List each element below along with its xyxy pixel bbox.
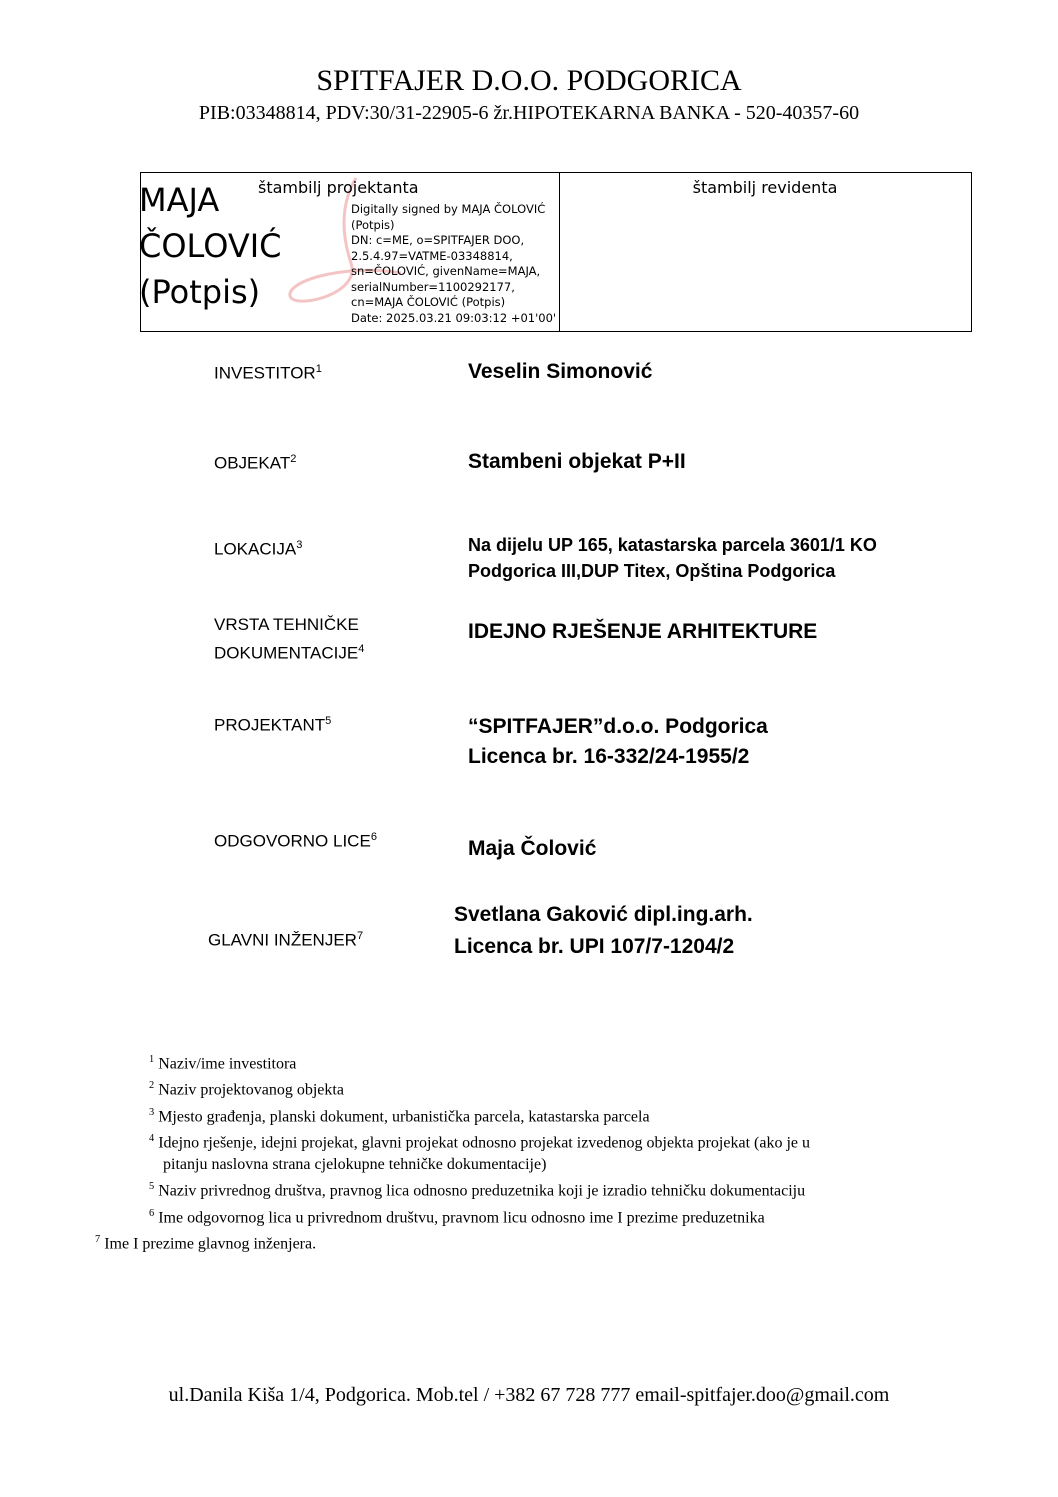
footnote: $^3$ Mjesto građenja, planski dokument, urbanistička parcela, katastarska parcela xyxy=(149,1106,650,1125)
designer-stamp-label: štambilj projektanta xyxy=(258,178,419,197)
field-label-objekat: OBJEKAT$^2$ xyxy=(214,453,297,473)
field-value-projektant: “SPITFAJER”d.o.o. Podgorica Licenca br. 16-332/24-1955/2 xyxy=(468,715,768,768)
field-label-projektant: PROJEKTANT$^5$ xyxy=(214,715,332,735)
reviewer-stamp-label: štambilj revidenta xyxy=(692,178,838,197)
footnote: $^4$ Idejno rješenje, idejni projekat, glavni projekat odnosno projekat izvedenog objekta projekat (ako je u xyxy=(149,1132,810,1152)
field-value-objekat: Stambeni objekat P+II xyxy=(468,450,686,473)
field-label-investitor: INVESTITOR$^1$ xyxy=(214,363,322,383)
footnotes xyxy=(95,1049,810,1255)
field-label-lokacija: LOKACIJA$^3$ xyxy=(214,539,303,559)
footnote: $^2$ Naziv projektovanog objekta xyxy=(149,1080,344,1099)
footnote: $^1$ Naziv/ime investitora xyxy=(149,1054,297,1073)
company-details: PIB:03348814, PDV:30/31-22905-6 žr.HIPOTEKARNA BANKA - 520-40357-60 xyxy=(198,102,860,124)
field-value-investitor: Veselin Simonović xyxy=(468,360,653,383)
field-value-lokacija: Na dijelu UP 165, katastarska parcela 3601/1 KO Podgorica III,DUP Titex, Opština Podgorica xyxy=(468,535,877,581)
signer-name: MAJA ČOLOVIĆ (Potpis) xyxy=(139,181,282,311)
field-value-vrsta-dokumentacije: IDEJNO RJEŠENJE ARHITEKTURE xyxy=(468,620,818,643)
footnote: $^6$ Ime odgovornog lica u privrednom društvu, pravnom licu odnosno ime I prezime preduzetnika xyxy=(149,1207,765,1226)
footnote: $^7$ Ime I prezime glavnog inženjera. xyxy=(95,1233,317,1253)
field-value-glavni-inzenjer: Svetlana Gaković dipl.ing.arh. Licenca br. UPI 107/7-1204/2 xyxy=(454,903,753,958)
field-label-odgovorno-lice: ODGOVORNO LICE$^6$ xyxy=(214,831,377,851)
field-label-glavni-inzenjer: GLAVNI INŽENJER$^7$ xyxy=(208,930,364,950)
digital-signature-details: Digitally signed by MAJA ČOLOVIĆ (Potpis) DN: c=ME, o=SPITFAJER DOO, 2.5.4.97=VATME-03348814, sn=ČOLOVIĆ, givenName=MAJA, serialNumber=1100292177, cn=MAJA ČOLOVIĆ (Potpis) Date: 2025.03.21 09:03:12 +01'00' xyxy=(351,202,557,325)
company-name: SPITFAJER D.O.O. PODGORICA xyxy=(316,64,742,97)
footnote: $^5$ Naziv privrednog društva, pravnog lica odnosno preduzetnika koji je izradio tehničku dokumentaciju xyxy=(149,1181,806,1200)
footnote-continuation: pitanju naslovna strana cjelokupne tehničke dokumentacije) xyxy=(163,1156,547,1174)
stamp-box xyxy=(140,172,972,332)
field-value-odgovorno-lice: Maja Čolović xyxy=(468,837,597,860)
field-label-vrsta-dokumentacije: VRSTA TEHNIČKE DOKUMENTACIJE$^4$ xyxy=(214,615,365,663)
page-footer: ul.Danila Kiša 1/4, Podgorica. Mob.tel / +382 67 728 777 email-spitfajer.doo@gmail.com xyxy=(168,1384,890,1406)
